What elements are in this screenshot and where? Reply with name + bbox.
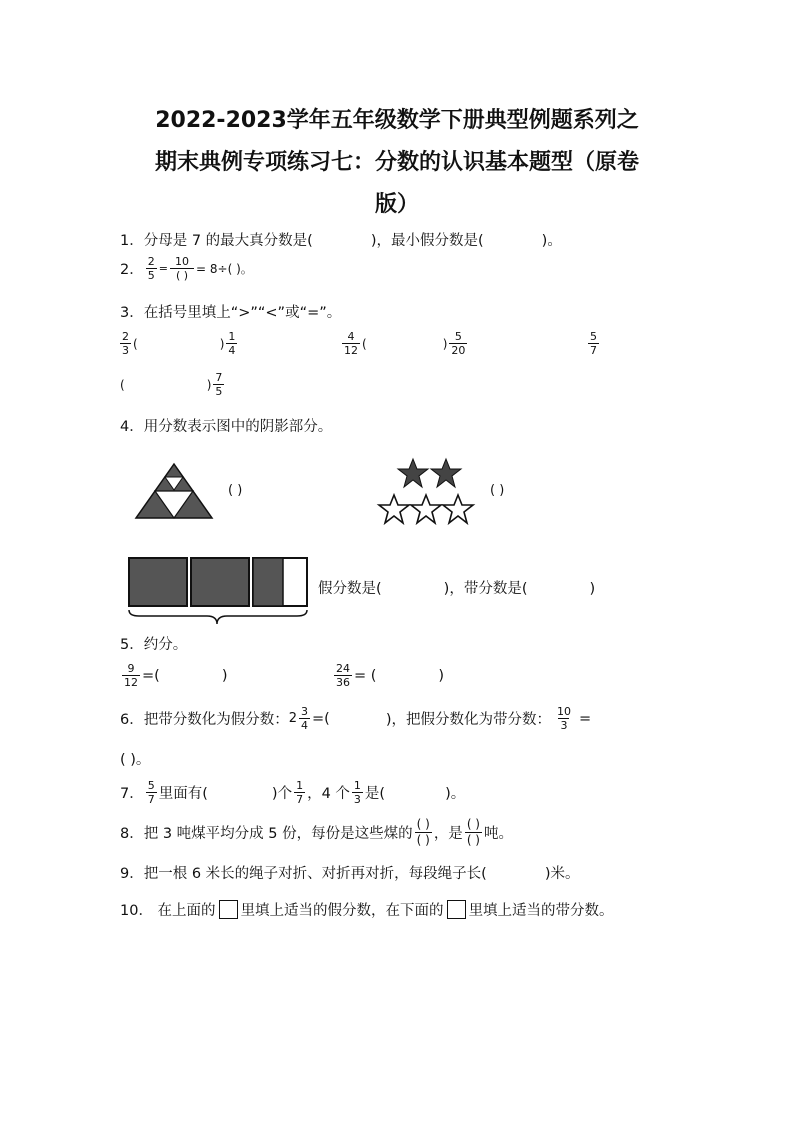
q3-item-3-right: ( ) $\frac{7}{5}$ bbox=[120, 371, 223, 398]
question-7: 7． $\frac{5}{7}$ 里面有( )个 $\frac{1}{7}$ ，4 个 $\frac{1}{3}$ 是( )。 bbox=[120, 779, 466, 806]
q5-item-a: $\frac{9}{12}$ =( ) bbox=[124, 662, 228, 689]
q1-text-b: )，最小假分数是( bbox=[370, 233, 484, 249]
title-line-2: 期末典例专项练习七：分数的认识基本题型（原卷 bbox=[154, 150, 639, 175]
q10-box-1 bbox=[219, 900, 238, 919]
q4-blank-2: ( ) bbox=[490, 483, 505, 498]
question-6: 6．把带分数化为假分数： 2 $\frac{3}{4}$ =( )，把假分数化为带分数： $\frac{10}{3}$ = bbox=[120, 705, 592, 732]
q3-item-2: $\frac{4}{12}$ ( ) $\frac{5}{20}$ bbox=[344, 330, 466, 357]
question-5-prompt: 5．约分。 bbox=[120, 637, 188, 653]
question-3-prompt: 3．在括号里填上“>”“<”或“=”。 bbox=[120, 305, 342, 321]
q5-item-b: $\frac{24}{36}$ = ( ) bbox=[336, 662, 445, 689]
rectangles-figure bbox=[127, 556, 317, 628]
stars-figure bbox=[376, 457, 476, 525]
title-line-3: 版） bbox=[374, 192, 419, 217]
q2-fraction-2: $\frac{10}{( )}$ bbox=[170, 255, 194, 282]
question-8: 8．把 3 吨煤平均分成 5 份，每份是这些煤的 $\frac{( )}{( )}$ ，是 $\frac{( )}{( )}$ 吨。 bbox=[120, 817, 513, 847]
title-line-1: 2022-2023学年五年级数学下册典型例题系列之 bbox=[155, 108, 639, 133]
q2-number: 2． bbox=[120, 262, 144, 278]
question-2 bbox=[120, 255, 253, 282]
q3-item-1: $\frac{2}{3}$ ( ) $\frac{1}{4}$ bbox=[122, 330, 236, 357]
q1-text-c: )。 bbox=[541, 233, 562, 249]
question-10: 10． 在上面的 里填上适当的假分数，在下面的 里填上适当的带分数。 bbox=[120, 899, 614, 920]
q2-fraction-1: $\frac{2}{5}$ bbox=[147, 255, 155, 282]
q10-box-2 bbox=[447, 900, 466, 919]
question-9: 9．把一根 6 米长的绳子对折、对折再对折，每段绳子长( )米。 bbox=[120, 866, 580, 882]
q2-equals: = bbox=[158, 262, 168, 275]
q1-text-a: 1．分母是 7 的最大真分数是( bbox=[120, 233, 313, 249]
question-1 bbox=[120, 229, 562, 250]
q3-item-3-left: $\frac{5}{7}$ bbox=[590, 330, 597, 357]
q4-improper-mixed: 假分数是( )，带分数是( ) bbox=[318, 581, 596, 597]
q6-line-2: ( )。 bbox=[120, 752, 151, 768]
q2-rest: = 8÷( )。 bbox=[196, 262, 253, 276]
question-4-prompt: 4．用分数表示图中的阴影部分。 bbox=[120, 419, 333, 435]
triangle-figure bbox=[134, 462, 214, 520]
q4-blank-1: ( ) bbox=[228, 483, 243, 498]
